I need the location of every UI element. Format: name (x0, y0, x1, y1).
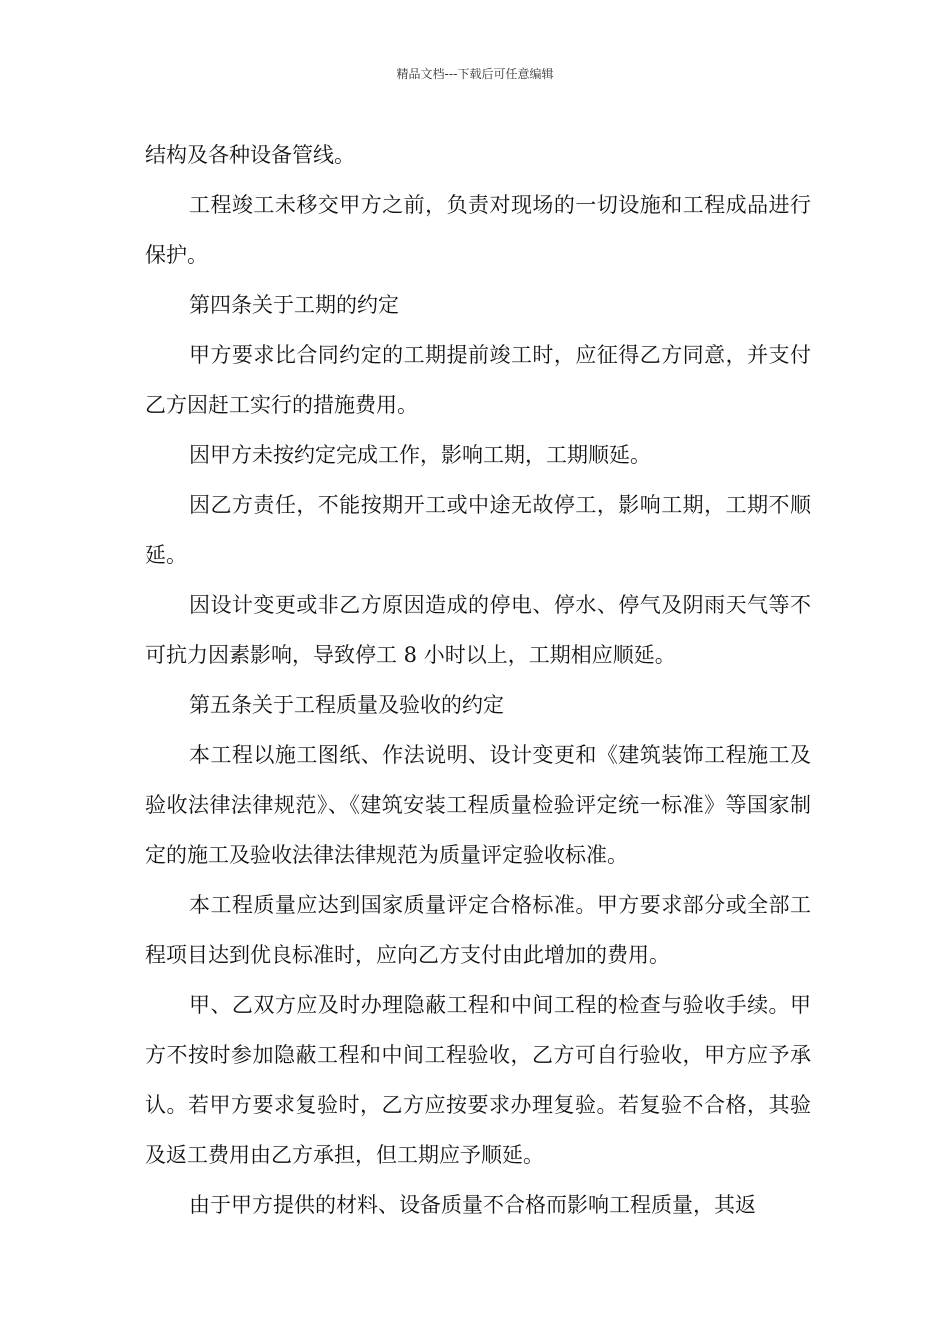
section-heading-article-5: 第五条关于工程质量及验收的约定 (189, 693, 504, 717)
paragraph-2: 工程竣工未移交甲方之前，负责对现场的一切设施和工程成品进行保护。 (145, 193, 811, 267)
paragraph-5: 因甲方未按约定完成工作，影响工期，工期顺延。 (189, 443, 651, 467)
paragraph-4: 甲方要求比合同约定的工期提前竣工时，应征得乙方同意，并支付乙方因赶工实行的措施费用。 (145, 343, 811, 417)
paragraph-11: 甲、乙双方应及时办理隐蔽工程和中间工程的检查与验收手续。甲方不按时参加隐蔽工程和中间工程验收，乙方可自行验收，甲方应予承认。若甲方要求复验时，乙方应按要求办理复验。若复验不合格，其验及返工费用由乙方承担，但工期应予顺延。 (145, 993, 811, 1167)
section-heading-article-4: 第四条关于工期的约定 (189, 293, 399, 317)
paragraph-6: 因乙方责任，不能按期开工或中途无故停工，影响工期，工期不顺延。 (145, 493, 811, 567)
paragraph-1: 结构及各种设备管线。 (145, 143, 355, 167)
paragraph-9: 本工程以施工图纸、作法说明、设计变更和《建筑装饰工程施工及验收法律法律规范》、《建筑安装工程质量检验评定统一标准》等国家制定的施工及验收法律法律规范为质量评定验收标准。 (145, 743, 811, 867)
paragraph-7: 因设计变更或非乙方原因造成的停电、停水、停气及阴雨天气等不可抗力因素影响，导致停工 8 小时以上，工期相应顺延。 (145, 593, 811, 667)
page-header: 精品文档---下载后可任意编辑 (396, 67, 554, 81)
document-body (145, 130, 811, 1230)
paragraph-12: 由于甲方提供的材料、设备质量不合格而影响工程质量，其返 (189, 1193, 756, 1217)
paragraph-10: 本工程质量应达到国家质量评定合格标准。甲方要求部分或全部工程项目达到优良标准时，应向乙方支付由此增加的费用。 (145, 893, 811, 967)
